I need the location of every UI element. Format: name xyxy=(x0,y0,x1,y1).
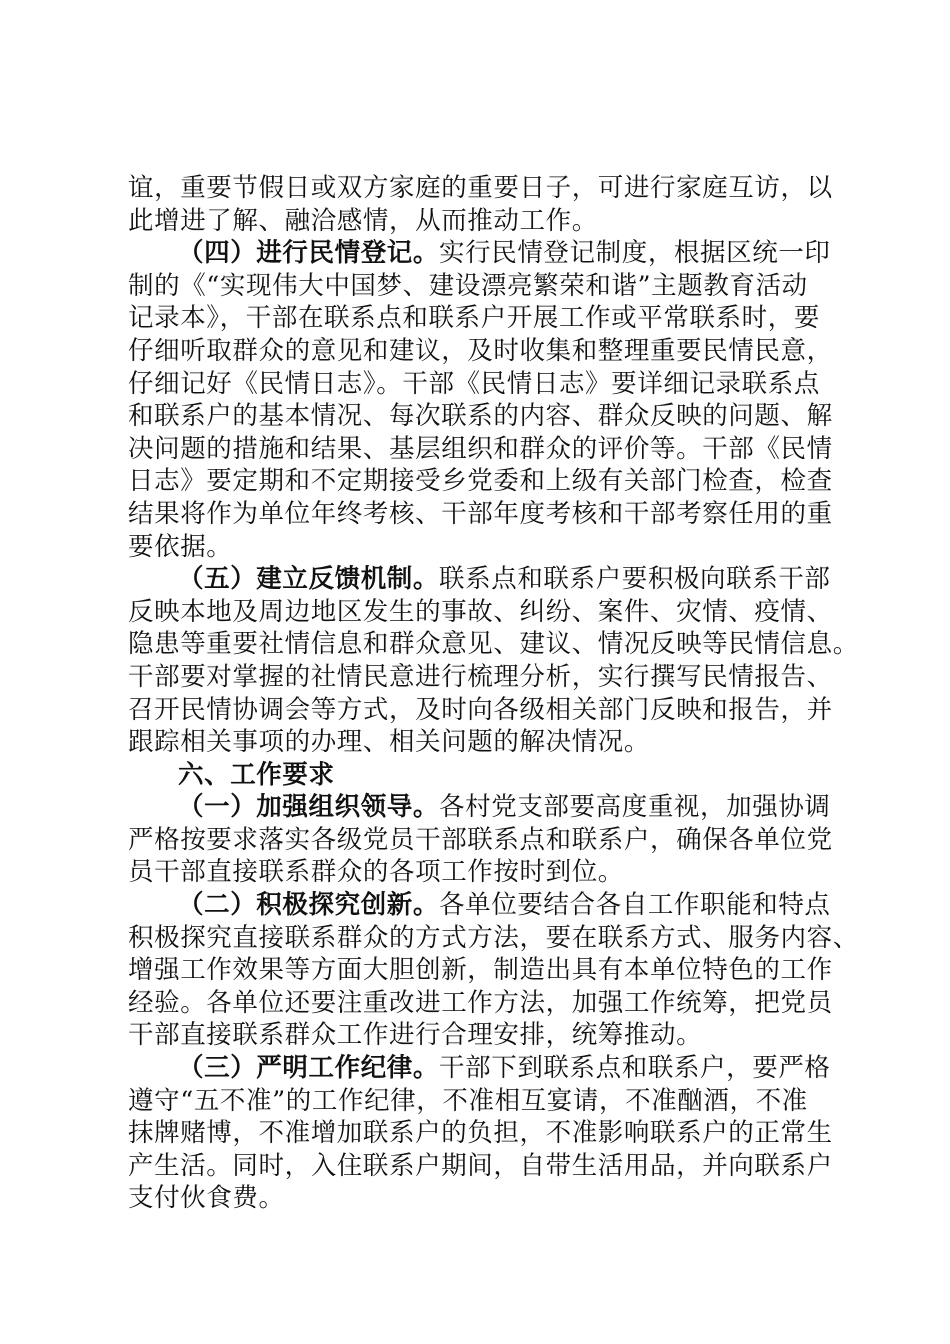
body-text: 仔细记好《民情日志》。干部《民情日志》要详细记录联系点 xyxy=(128,368,820,399)
body-text: 产生活。同时，入住联系户期间，自带生活用品，并向联系户 xyxy=(128,1150,833,1181)
body-text: 和联系户的基本情况、每次联系的内容、群众反映的问题、解 xyxy=(128,401,833,432)
body-text: 仔细听取群众的意见和建议，及时收集和整理重要民情民意， xyxy=(128,335,833,366)
body-text: 结果将作为单位年终考核、干部年度考核和干部考察任用的重 xyxy=(128,498,833,529)
text-line xyxy=(128,726,840,759)
body-text: 抹牌赌博，不准增加联系户的负担，不准影响联系户的正常生 xyxy=(128,1118,833,1149)
body-text: 谊，重要节假日或双方家庭的重要日子，可进行家庭互访，以 xyxy=(128,173,833,203)
text-line xyxy=(128,335,840,368)
text-line xyxy=(128,1182,840,1215)
body-text: 召开民情协调会等方式，及时向各级相关部门反映和报告，并 xyxy=(128,694,833,725)
text-line xyxy=(128,628,859,661)
body-text: 日志》要定期和不定期接受乡党委和上级有关部门检查，检查 xyxy=(128,466,833,497)
body-text: 增强工作效果等方面大胆创新，制造出具有本单位特色的工作 xyxy=(128,955,833,986)
text-line xyxy=(128,694,840,727)
section-heading: （三）严明工作纪律。 xyxy=(178,1053,440,1084)
section-heading: （四）进行民情登记。 xyxy=(178,238,440,269)
body-text: 要依据。 xyxy=(128,531,233,562)
text-line xyxy=(128,465,840,498)
text-line xyxy=(128,1019,840,1052)
body-text: 支付伙食费。 xyxy=(128,1183,285,1214)
text-line xyxy=(128,759,840,792)
text-line xyxy=(128,237,840,270)
body-text: 干部下到联系点和联系户，要严格 xyxy=(439,1053,831,1084)
text-line xyxy=(128,1085,840,1118)
body-text: 各单位要结合各自工作职能和特点 xyxy=(439,890,831,921)
section-heading: （一）加强组织领导。 xyxy=(178,792,440,823)
body-text: 隐患等重要社情信息和群众意见、建议、情况反映等民情信息。 xyxy=(128,629,859,660)
text-line xyxy=(128,596,840,629)
text-line xyxy=(128,661,840,694)
section-heading: 六、工作要求 xyxy=(178,759,335,790)
text-line xyxy=(128,954,840,987)
body-text: 跟踪相关事项的办理、相关问题的解决情况。 xyxy=(128,727,651,758)
text-line xyxy=(128,270,840,303)
text-line xyxy=(128,987,840,1020)
body-text: 经验。各单位还要注重改进工作方法，加强工作统筹，把党员 xyxy=(128,987,833,1018)
body-text: 员干部直接联系群众的各项工作按时到位。 xyxy=(128,857,624,888)
section-heading: （二）积极探究创新。 xyxy=(178,890,440,921)
body-text: 实行民情登记制度，根据区统一印 xyxy=(439,238,831,269)
body-text: 积极探究直接联系群众的方式方法，要在联系方式、服务内容、 xyxy=(128,922,859,953)
text-line xyxy=(128,1150,840,1183)
body-text: 联系点和联系户要积极向联系干部 xyxy=(439,564,831,595)
document-page xyxy=(128,172,859,1215)
text-line xyxy=(128,856,840,889)
text-line xyxy=(128,433,840,466)
body-text: 干部要对掌握的社情民意进行梳理分析，实行撰写民情报告、 xyxy=(128,661,833,692)
text-line xyxy=(128,368,840,401)
body-text: 记录本》，干部在联系点和联系户开展工作或平常联系时，要 xyxy=(128,303,820,334)
section-heading: （五）建立反馈机制。 xyxy=(178,564,440,595)
text-line xyxy=(128,791,840,824)
text-line xyxy=(128,302,840,335)
text-line xyxy=(128,563,840,596)
body-text: 反映本地及周边地区发生的事故、纠纷、案件、灾情、疫情、 xyxy=(128,596,833,627)
text-line xyxy=(128,400,840,433)
text-line xyxy=(128,172,840,205)
body-text: 决问题的措施和结果、基层组织和群众的评价等。干部《民情 xyxy=(128,433,833,464)
text-line xyxy=(128,824,840,857)
body-text: 制的《“实现伟大中国梦、建设漂亮繁荣和谐”主题教育活动 xyxy=(128,270,808,301)
body-text: 严格按要求落实各级党员干部联系点和联系户，确保各单位党 xyxy=(128,824,833,855)
body-text: 各村党支部要高度重视，加强协调 xyxy=(439,792,831,823)
text-line xyxy=(128,498,840,531)
text-line xyxy=(128,1117,840,1150)
text-line xyxy=(128,531,840,564)
body-text: 此增进了解、融洽感情，从而推动工作。 xyxy=(128,205,598,236)
text-line xyxy=(128,205,840,238)
text-line xyxy=(128,922,859,955)
text-line xyxy=(128,889,840,922)
text-line xyxy=(128,1052,840,1085)
body-text: 干部直接联系群众工作进行合理安排，统筹推动。 xyxy=(128,1020,703,1051)
body-text: 遵守“五不准”的工作纪律，不准相互宴请，不准酗酒，不准 xyxy=(128,1085,808,1116)
